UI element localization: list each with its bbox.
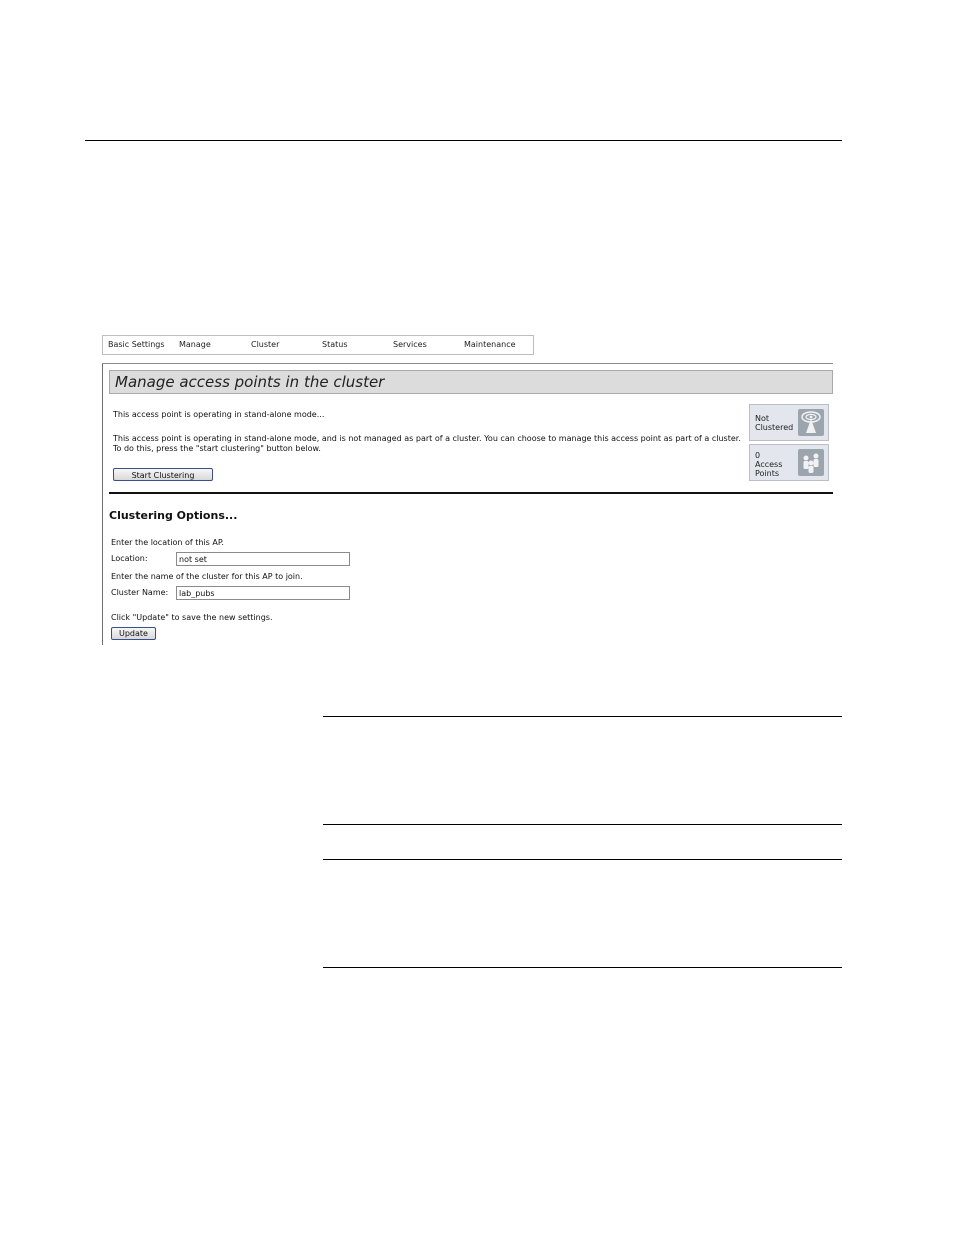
cluster-name-input[interactable] [176, 586, 350, 600]
cluster-name-label: Cluster Name: [111, 588, 169, 597]
nav-cluster[interactable]: Cluster [251, 340, 280, 349]
users-icon [798, 449, 824, 476]
standalone-description: This access point is operating in stand-alone mode, and is not managed as part of a cluster. You can choose to manage this access point as part of a cluster. To do this, press the "start clustering" button below. [113, 434, 741, 453]
access-point-count: 0 [755, 451, 761, 460]
header-rule [85, 140, 842, 141]
access-point-count-box [749, 444, 829, 481]
content-frame-left [102, 363, 103, 645]
cluster-status-line2: Clustered [755, 423, 794, 432]
clustering-options-heading: Clustering Options... [109, 509, 238, 522]
section-divider [109, 492, 833, 494]
note-rule-3 [323, 859, 842, 860]
nav-basic-settings[interactable]: Basic Settings [108, 340, 165, 349]
nav-services[interactable]: Services [393, 340, 427, 349]
update-button[interactable]: Update [111, 627, 156, 640]
note-rule-2 [323, 824, 842, 825]
content-frame-top [102, 363, 833, 364]
note-rule-4 [323, 967, 842, 968]
antenna-icon [798, 409, 824, 436]
location-label: Location: [111, 554, 148, 563]
start-clustering-button[interactable]: Start Clustering [113, 468, 213, 481]
access-point-label-line1: Access [755, 460, 783, 469]
cluster-status-box [749, 404, 829, 441]
update-hint: Click "Update" to save the new settings. [111, 613, 273, 622]
standalone-status-message: This access point is operating in stand-alone mode... [113, 410, 325, 419]
access-point-label-line2: Points [755, 469, 780, 478]
nav-status[interactable]: Status [322, 340, 348, 349]
note-rule-1 [323, 716, 842, 717]
ap-cluster-screenshot [102, 335, 842, 645]
cluster-name-prompt: Enter the name of the cluster for this AP to join. [111, 572, 303, 581]
top-nav-bar [102, 335, 534, 355]
page-title-bar [109, 370, 833, 394]
location-prompt: Enter the location of this AP. [111, 538, 224, 547]
nav-maintenance[interactable]: Maintenance [464, 340, 516, 349]
location-input[interactable] [176, 552, 350, 566]
page-title: Manage access points in the cluster [115, 373, 385, 391]
nav-manage[interactable]: Manage [179, 340, 211, 349]
cluster-status-line1: Not [755, 414, 770, 423]
